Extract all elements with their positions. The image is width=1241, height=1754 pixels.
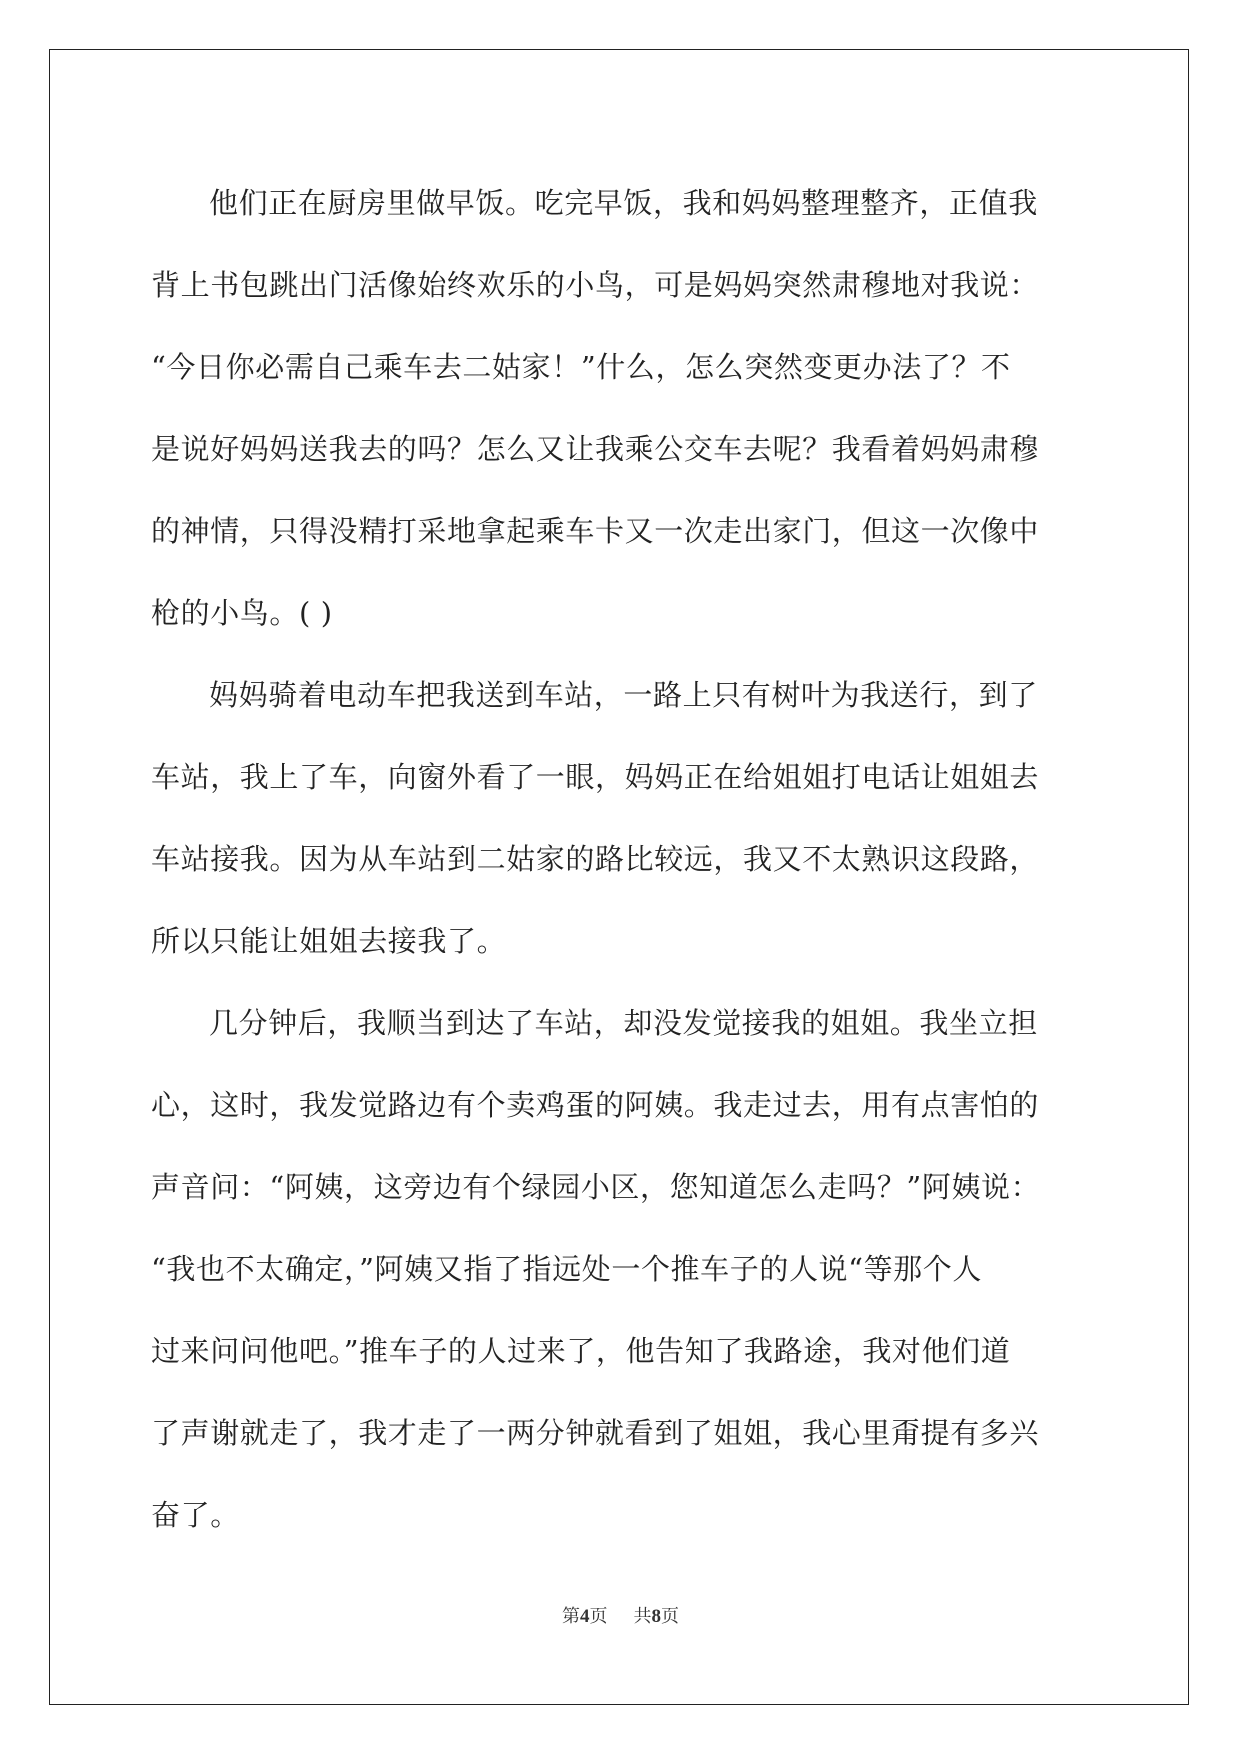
text-line: 所以只能让姐姐去接我了。 [151,924,507,958]
text-line: 声音问：“阿姨，这旁边有个绿园小区，您知道怎么走吗？”阿姨说： [151,1170,1041,1204]
footer-total-suffix: 页 [661,1606,679,1627]
text-line: 的神情，只得没精打采地拿起乘车卡又一次走出家门，但这一次像中 [151,514,1040,548]
text-line: 了声谢就走了，我才走了一两分钟就看到了姐姐，我心里甭提有多兴 [151,1416,1040,1450]
footer-total-prefix: 共 [633,1606,652,1627]
footer-page-suffix: 页 [589,1606,608,1627]
page-footer [0,1602,1241,1628]
text-line: 车站接我。因为从车站到二姑家的路比较远，我又不太熟识这段路， [151,842,1040,876]
footer-prefix: 第 [562,1606,580,1627]
text-line: 妈妈骑着电动车把我送到车站，一路上只有树叶为我送行，到了 [209,678,1038,712]
text-line: 背上书包跳出门活像始终欢乐的小鸟，可是妈妈突然肃穆地对我说： [151,268,1040,302]
total-page-number: 8 [651,1606,661,1627]
text-line: 过来问问他吧。”推车子的人过来了，他告知了我路途，我对他们道 [151,1334,1011,1368]
paragraph-2 [151,654,1089,982]
text-line: 几分钟后，我顺当到达了车站，却没发觉接我的姐姐。我坐立担 [209,1006,1038,1040]
text-line: 心，这时，我发觉路边有个卖鸡蛋的阿姨。我走过去，用有点害怕的 [151,1088,1040,1122]
document-body [151,162,1089,1556]
text-line: 车站，我上了车，向窗外看了一眼，妈妈正在给姐姐打电话让姐姐去 [151,760,1040,794]
paragraph-3 [151,982,1089,1556]
paragraph-1 [151,162,1089,654]
text-line: 枪的小鸟。( ) [151,596,333,630]
text-line: 奋了。 [151,1498,240,1532]
text-line: “我也不太确定，”阿姨又指了指远处一个推车子的人说“等那个人 [151,1252,982,1286]
current-page-number: 4 [580,1606,590,1627]
text-line: “今日你必需自己乘车去二姑家！”什么，怎么突然变更办法了？不 [151,350,1011,384]
text-line: 是说好妈妈送我去的吗？怎么又让我乘公交车去呢？我看着妈妈肃穆 [151,432,1040,466]
text-line: 他们正在厨房里做早饭。吃完早饭，我和妈妈整理整齐，正值我 [209,186,1038,220]
